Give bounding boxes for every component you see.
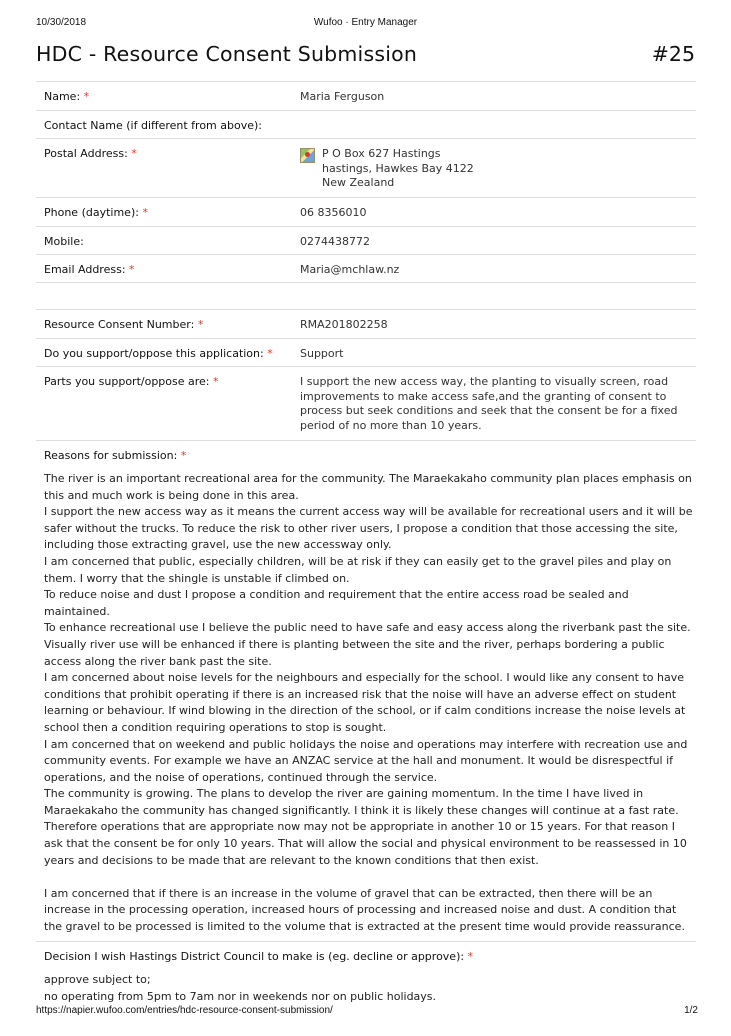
reasons-paragraph: I support the new access way as it means the current access way will be available for recreational users and it will be safer without the trucks. To reduce the risk to other river users, I propose a condition that those accessing the site, including those extracting gravel, use the new accessway only.	[44, 505, 693, 552]
email-row	[36, 254, 696, 282]
parts-value: I support the new access way, the planting to visually screen, road improvements to make access safe,and the granting of consent to process but seek conditions and seek that the consent be for a fixed period of no more than 10 years.	[300, 375, 678, 432]
form-title: HDC - Resource Consent Submission	[36, 42, 418, 66]
spacer-row	[36, 282, 696, 309]
print-page-title: Wufoo · Entry Manager	[313, 17, 418, 28]
consent-number-row	[36, 309, 696, 338]
mobile-label: Mobile:	[44, 235, 84, 248]
page-number: 1/2	[684, 1005, 698, 1016]
print-footer	[0, 1005, 731, 1019]
reasons-paragraph: The community is growing. The plans to develop the river are gaining momentum. In the time I have lived in Maraekakaho the community has changed significantly. I think it is likely these changes will continue at a fast rate. Therefore operations that are appropriate now may not be appropriate in another 10 or 15 years. For that reason I ask that the consent be for only 10 years. That will allow the social and physical environment to be reassessed in 10 years and decisions to be made that are relevant to the known conditions that then exist.	[44, 787, 687, 867]
address-line-3: New Zealand	[322, 176, 395, 190]
entry-form	[36, 81, 696, 1011]
reasons-paragraph: To reduce noise and dust I propose a condition and requirement that the entire access road be sealed and maintained.	[44, 588, 629, 618]
print-header	[0, 17, 731, 31]
decision-line-1: approve subject to;	[44, 973, 151, 986]
reasons-text	[44, 471, 694, 936]
phone-value: 06 8356010	[300, 206, 367, 219]
decision-text	[44, 972, 694, 1005]
support-oppose-row	[36, 338, 696, 366]
postal-address-row	[36, 138, 696, 197]
name-label: Name: *	[44, 90, 90, 103]
consent-number-value: RMA201802258	[300, 318, 388, 331]
decision-label: Decision I wish Hastings District Council to make is (eg. decline or approve): *	[44, 950, 474, 963]
name-value: Maria Ferguson	[300, 90, 385, 103]
required-marker: *	[197, 318, 204, 331]
email-link[interactable]: Maria@mchlaw.nz	[300, 263, 400, 276]
required-marker: *	[467, 950, 474, 963]
support-oppose-label: Do you support/oppose this application: *	[44, 347, 273, 360]
parts-row	[36, 366, 696, 440]
required-marker: *	[131, 147, 137, 160]
mobile-row	[36, 226, 696, 254]
postal-address-value	[300, 147, 688, 191]
reasons-row	[36, 440, 696, 941]
parts-label: Parts you support/oppose are: *	[44, 375, 219, 388]
required-marker: *	[142, 206, 148, 219]
postal-address-label: Postal Address: *	[44, 147, 137, 160]
reasons-paragraph: The river is an important recreational area for the community. The Maraekakaho community plan places emphasis on this and much work is being done in this area.	[44, 472, 692, 502]
reasons-paragraph: To enhance recreational use I believe the public need to have safe and easy access along the riverbank past the site. Visually river use will be enhanced if there is planting between the site and the river, perhaps bordering a public access along the river bank past the site.	[44, 621, 691, 668]
reasons-paragraph: I am concerned that on weekend and public holidays the noise and operations may interfere with recreation use and community events. For example we have an ANZAC service at the hall and monument. It would be disrespectful if operations, and the noise of operations, continued through the service.	[44, 737, 688, 784]
decision-row	[36, 941, 696, 1011]
reasons-paragraph: I am concerned that public, especially children, will be at risk if they can easily get to the gravel piles and play on them. I worry that the shingle is unstable if climbed on.	[44, 554, 672, 585]
address-line-2: hastings, Hawkes Bay 4122	[322, 161, 474, 175]
required-marker: *	[83, 90, 90, 103]
map-icon[interactable]	[300, 148, 315, 163]
name-row	[36, 81, 696, 110]
decision-line-2: no operating from 5pm to 7am nor in weekends nor on public holidays.	[44, 989, 437, 1003]
address-line-1: P O Box 627 Hastings	[322, 147, 441, 160]
phone-row	[36, 197, 696, 226]
required-marker: *	[213, 375, 219, 388]
required-marker: *	[129, 263, 135, 276]
reasons-paragraph: I am concerned about noise levels for the neighbours and especially for the school. I would like any consent to have conditions that prohibit operating if there is an increased risk that the noise will have an adverse effect on student learning or behaviour. If wind blowing in the direction of the school, or if calm conditions increase the noise levels at school then a condition requiring operations to stop is sought.	[44, 671, 686, 734]
support-oppose-value: Support	[300, 347, 344, 360]
consent-number-label: Resource Consent Number: *	[44, 318, 204, 331]
email-label: Email Address: *	[44, 263, 135, 276]
required-marker: *	[267, 347, 273, 360]
contact-name-label: Contact Name (if different from above):	[44, 119, 262, 132]
reasons-paragraph: I am concerned that if there is an increase in the volume of gravel that can be extracted, then there will be an increase in the processing operation, increased hours of processing and increased noise and dust. A condition that the gravel to be processed is limited to the volume that is extracted at the present time would provide reassurance.	[44, 886, 685, 934]
entry-number: #25	[651, 42, 695, 66]
mobile-value: 0274438772	[300, 235, 370, 248]
reasons-label: Reasons for submission: *	[44, 449, 187, 462]
paragraph-gap	[44, 869, 694, 886]
print-date: 10/30/2018	[36, 17, 87, 28]
phone-label: Phone (daytime): *	[44, 206, 148, 219]
contact-name-row	[36, 110, 696, 138]
page-url: https://napier.wufoo.com/entries/hdc-resource-consent-submission/	[36, 1005, 333, 1016]
required-marker: *	[180, 449, 187, 462]
